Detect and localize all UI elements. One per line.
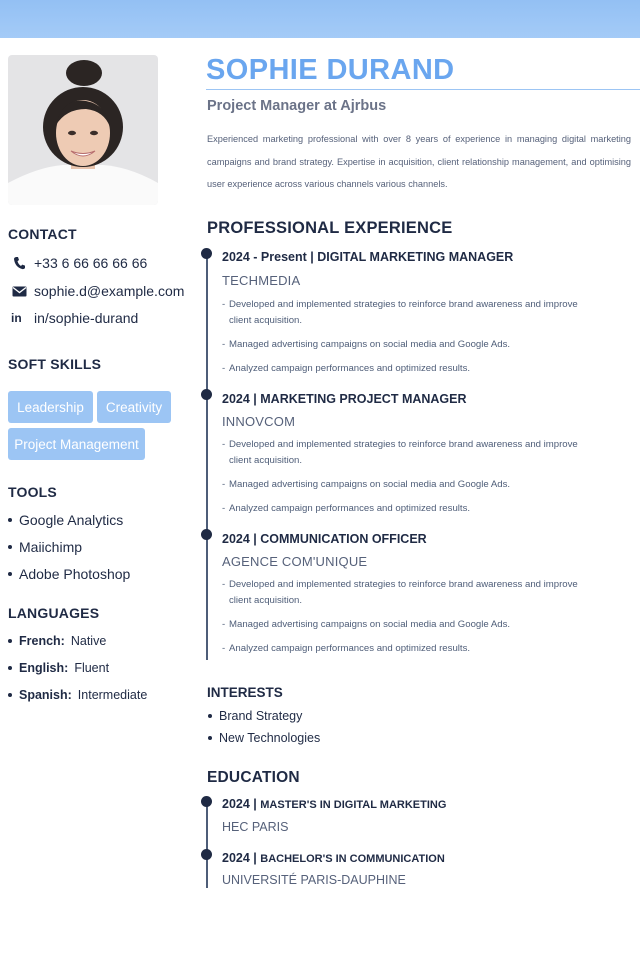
job-company: AGENCE COM'UNIQUE xyxy=(222,554,368,569)
tool-item xyxy=(8,566,130,582)
job-company: INNOVCOM xyxy=(222,414,296,429)
language-item xyxy=(8,634,106,648)
job-title: 2024 | MARKETING PROJECT MANAGER xyxy=(222,392,467,406)
bullet-text: Managed advertising campaigns on social media and Google Ads. xyxy=(229,479,511,490)
experience-timeline xyxy=(206,254,208,660)
job-position: COMMUNICATION OFFICER xyxy=(260,532,427,546)
interest-name: Brand Strategy xyxy=(219,709,303,723)
job-position: MARKETING PROJECT MANAGER xyxy=(260,392,467,406)
language-level: Fluent xyxy=(74,661,110,675)
job-title: 2024 | COMMUNICATION OFFICER xyxy=(222,532,427,546)
bullet-text: Developed and implemented strategies to reinforce brand awareness and improve client acquisition. xyxy=(229,439,578,466)
bullet-icon xyxy=(8,545,12,549)
job-bullet: - Developed and implemented strategies to reinforce brand awareness and improve client acquisition. xyxy=(222,297,602,328)
bullet-icon xyxy=(8,572,12,576)
degree-year: 2024 xyxy=(222,851,250,865)
contact-title: CONTACT xyxy=(8,226,77,242)
bullet-text: Managed advertising campaigns on social media and Google Ads. xyxy=(229,339,511,350)
contact-email[interactable] xyxy=(8,283,184,299)
job-period: 2024 - Present xyxy=(222,250,307,264)
job-bullet: - Managed advertising campaigns on social media and Google Ads. xyxy=(222,617,602,633)
job-position: DIGITAL MARKETING MANAGER xyxy=(317,250,514,264)
bullet-icon xyxy=(208,736,212,740)
education-title: EDUCATION xyxy=(207,769,300,786)
timeline-dot xyxy=(201,796,212,807)
job-company: TECHMEDIA xyxy=(222,273,301,288)
bullet-text: Analyzed campaign performances and optimized results. xyxy=(229,643,471,654)
job-bullet: - Managed advertising campaigns on social media and Google Ads. xyxy=(222,337,602,353)
language-name: Spanish: xyxy=(19,688,72,702)
skill-tag: Creativity xyxy=(97,391,171,423)
linkedin-icon: in xyxy=(11,311,22,325)
bullet-text: Developed and implemented strategies to reinforce brand awareness and improve client acquisition. xyxy=(229,579,578,606)
bullet-icon xyxy=(8,639,12,643)
bullet-text: Managed advertising campaigns on social media and Google Ads. xyxy=(229,619,511,630)
job-bullet: - Analyzed campaign performances and optimized results. xyxy=(222,501,602,517)
interest-name: New Technologies xyxy=(219,731,321,745)
job-bullet: - Developed and implemented strategies to reinforce brand awareness and improve client acquisition. xyxy=(222,437,602,468)
job-title: 2024 - Present | DIGITAL MARKETING MANAGER xyxy=(222,250,514,264)
phone-number: +33 6 66 66 66 66 xyxy=(34,255,148,271)
skill-tag: Project Management xyxy=(8,428,145,460)
degree-name: MASTER'S IN DIGITAL MARKETING xyxy=(260,799,447,811)
education-timeline xyxy=(206,802,208,888)
bullet-text: Analyzed campaign performances and optimized results. xyxy=(229,363,471,374)
bullet-text: Analyzed campaign performances and optimized results. xyxy=(229,503,471,514)
contact-linkedin[interactable] xyxy=(8,310,138,326)
candidate-name: SOPHIE DURAND xyxy=(206,54,455,86)
degree-year: 2024 xyxy=(222,797,250,811)
interest-item xyxy=(208,731,320,745)
email-icon xyxy=(8,286,30,297)
experience-title: PROFESSIONAL EXPERIENCE xyxy=(207,219,453,237)
timeline-dot xyxy=(201,849,212,860)
job-bullet: - Analyzed campaign performances and optimized results. xyxy=(222,361,602,377)
language-level: Intermediate xyxy=(77,688,148,702)
language-level: Native xyxy=(70,634,107,648)
contact-phone[interactable] xyxy=(8,255,147,271)
timeline-dot xyxy=(201,389,212,400)
name-underline xyxy=(206,89,640,90)
tool-item xyxy=(8,539,82,555)
soft-skills-title: SOFT SKILLS xyxy=(8,356,102,372)
job-period: 2024 xyxy=(222,532,250,546)
tool-name: Maiichimp xyxy=(19,539,83,555)
timeline-dot xyxy=(201,248,212,259)
phone-icon xyxy=(8,256,30,270)
candidate-role: Project Manager at Ajrbus xyxy=(207,98,387,114)
linkedin-handle: in/sophie-durand xyxy=(34,310,139,326)
bullet-icon xyxy=(8,518,12,522)
timeline-dot xyxy=(201,529,212,540)
language-item xyxy=(8,661,109,675)
job-bullet: - Developed and implemented strategies to reinforce brand awareness and improve client acquisition. xyxy=(222,577,602,608)
email-address: sophie.d@example.com xyxy=(34,283,185,299)
tools-title: TOOLS xyxy=(8,484,57,500)
language-name: English: xyxy=(19,661,69,675)
interests-title: INTERESTS xyxy=(207,685,283,700)
profile-summary: Experienced marketing professional with over 8 years of experience in managing digital marketing campaigns and brand strategy. Expertise in acquisition, client relationship management, and optimising user experience across various channels various channels. xyxy=(207,134,631,189)
bullet-icon xyxy=(208,714,212,718)
skill-tag: Leadership xyxy=(8,391,93,423)
tool-name: Google Analytics xyxy=(19,512,124,528)
header-band xyxy=(0,0,640,38)
degree-name: BACHELOR'S IN COMMUNICATION xyxy=(260,853,445,865)
job-bullet: - Managed advertising campaigns on social media and Google Ads. xyxy=(222,477,602,493)
job-bullet: - Analyzed campaign performances and optimized results. xyxy=(222,641,602,657)
tool-item xyxy=(8,512,123,528)
degree-title: 2024 | MASTER'S IN DIGITAL MARKETING xyxy=(222,797,447,811)
bullet-text: Developed and implemented strategies to reinforce brand awareness and improve client acquisition. xyxy=(229,299,578,326)
bullet-icon xyxy=(8,666,12,670)
bullet-icon xyxy=(8,693,12,697)
languages-title: LANGUAGES xyxy=(8,605,100,621)
school-name: UNIVERSITÉ PARIS-DAUPHINE xyxy=(222,873,406,887)
language-name: French: xyxy=(19,634,65,648)
job-period: 2024 xyxy=(222,392,250,406)
language-item xyxy=(8,688,147,702)
interest-item xyxy=(208,709,302,723)
tool-name: Adobe Photoshop xyxy=(19,566,131,582)
profile-photo xyxy=(8,55,158,205)
school-name: HEC PARIS xyxy=(222,820,289,834)
degree-title: 2024 | BACHELOR'S IN COMMUNICATION xyxy=(222,851,445,865)
